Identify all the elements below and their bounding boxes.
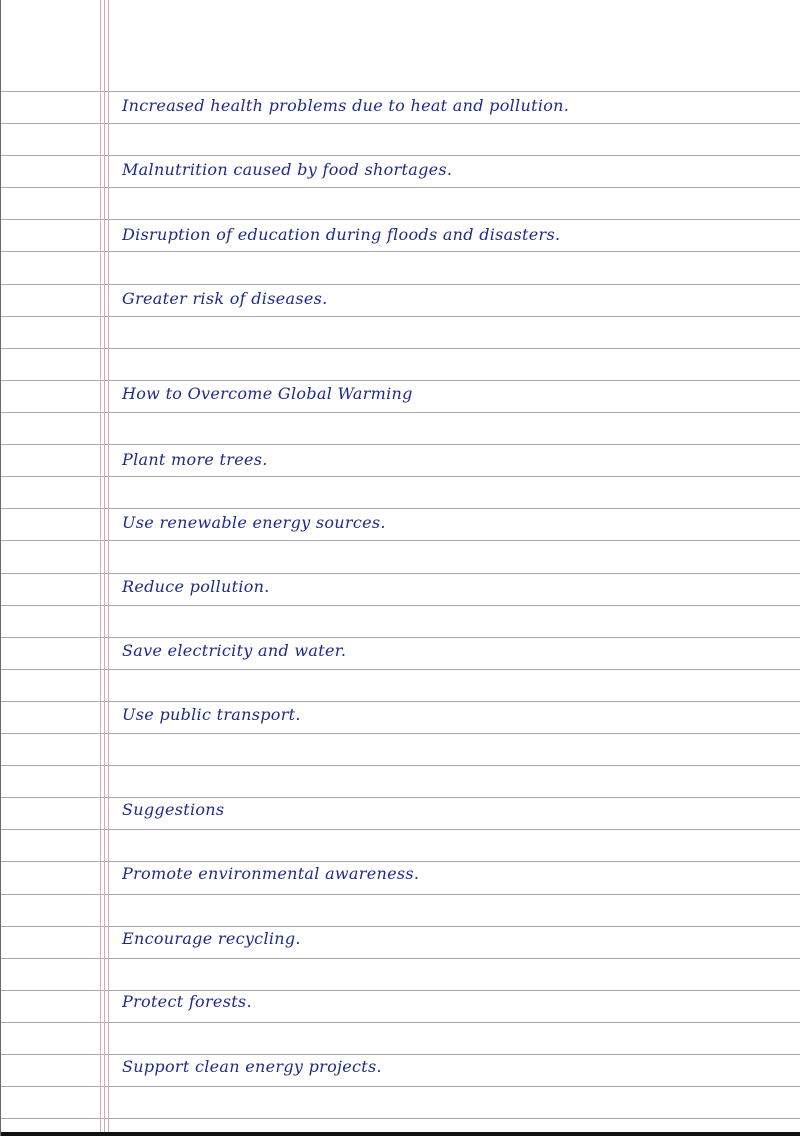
note-line-renewable: Use renewable energy sources.: [122, 513, 386, 532]
note-line-health: Increased health problems due to heat and pollution.: [122, 96, 570, 115]
rule-line: [1, 508, 800, 509]
heading-suggestions: Suggestions: [122, 800, 225, 819]
rule-line: [1, 573, 800, 574]
rule-line: [1, 219, 800, 220]
page-bottom-edge: [1, 1132, 800, 1136]
rule-line: [1, 958, 800, 959]
rule-line: [1, 476, 800, 477]
note-line-awareness: Promote environmental awareness.: [122, 864, 420, 883]
rule-line: [1, 1022, 800, 1023]
rule-line: [1, 637, 800, 638]
rule-line: [1, 284, 800, 285]
rule-line: [1, 1118, 800, 1119]
margin-line-middle: [104, 0, 105, 1136]
rule-line: [1, 412, 800, 413]
rule-line: [1, 1054, 800, 1055]
rule-line: [1, 733, 800, 734]
rule-line: [1, 1086, 800, 1087]
heading-overcome: How to Overcome Global Warming: [122, 384, 413, 403]
rule-line: [1, 829, 800, 830]
rule-line: [1, 797, 800, 798]
rule-line: [1, 316, 800, 317]
rule-line: [1, 380, 800, 381]
rule-line: [1, 444, 800, 445]
note-line-forests: Protect forests.: [122, 992, 252, 1011]
note-line-clean-energy: Support clean energy projects.: [122, 1057, 382, 1076]
rule-line: [1, 155, 800, 156]
rule-line: [1, 251, 800, 252]
rule-line: [1, 91, 800, 92]
rule-line: [1, 765, 800, 766]
note-line-education: Disruption of education during floods and disasters.: [122, 225, 561, 244]
note-line-recycling: Encourage recycling.: [122, 929, 301, 948]
note-line-transport: Use public transport.: [122, 705, 301, 724]
rule-line: [1, 123, 800, 124]
rule-line: [1, 348, 800, 349]
note-line-diseases: Greater risk of diseases.: [122, 289, 328, 308]
rule-line: [1, 605, 800, 606]
margin-line-right: [108, 0, 109, 1136]
margin-line-left: [100, 0, 101, 1136]
note-line-pollution: Reduce pollution.: [122, 577, 270, 596]
note-line-save: Save electricity and water.: [122, 641, 347, 660]
rule-line: [1, 187, 800, 188]
note-line-trees: Plant more trees.: [122, 450, 268, 469]
rule-line: [1, 540, 800, 541]
rule-line: [1, 669, 800, 670]
rule-line: [1, 894, 800, 895]
rule-line: [1, 701, 800, 702]
rule-line: [1, 990, 800, 991]
rule-line: [1, 861, 800, 862]
note-line-malnutrition: Malnutrition caused by food shortages.: [122, 160, 453, 179]
rule-line: [1, 926, 800, 927]
